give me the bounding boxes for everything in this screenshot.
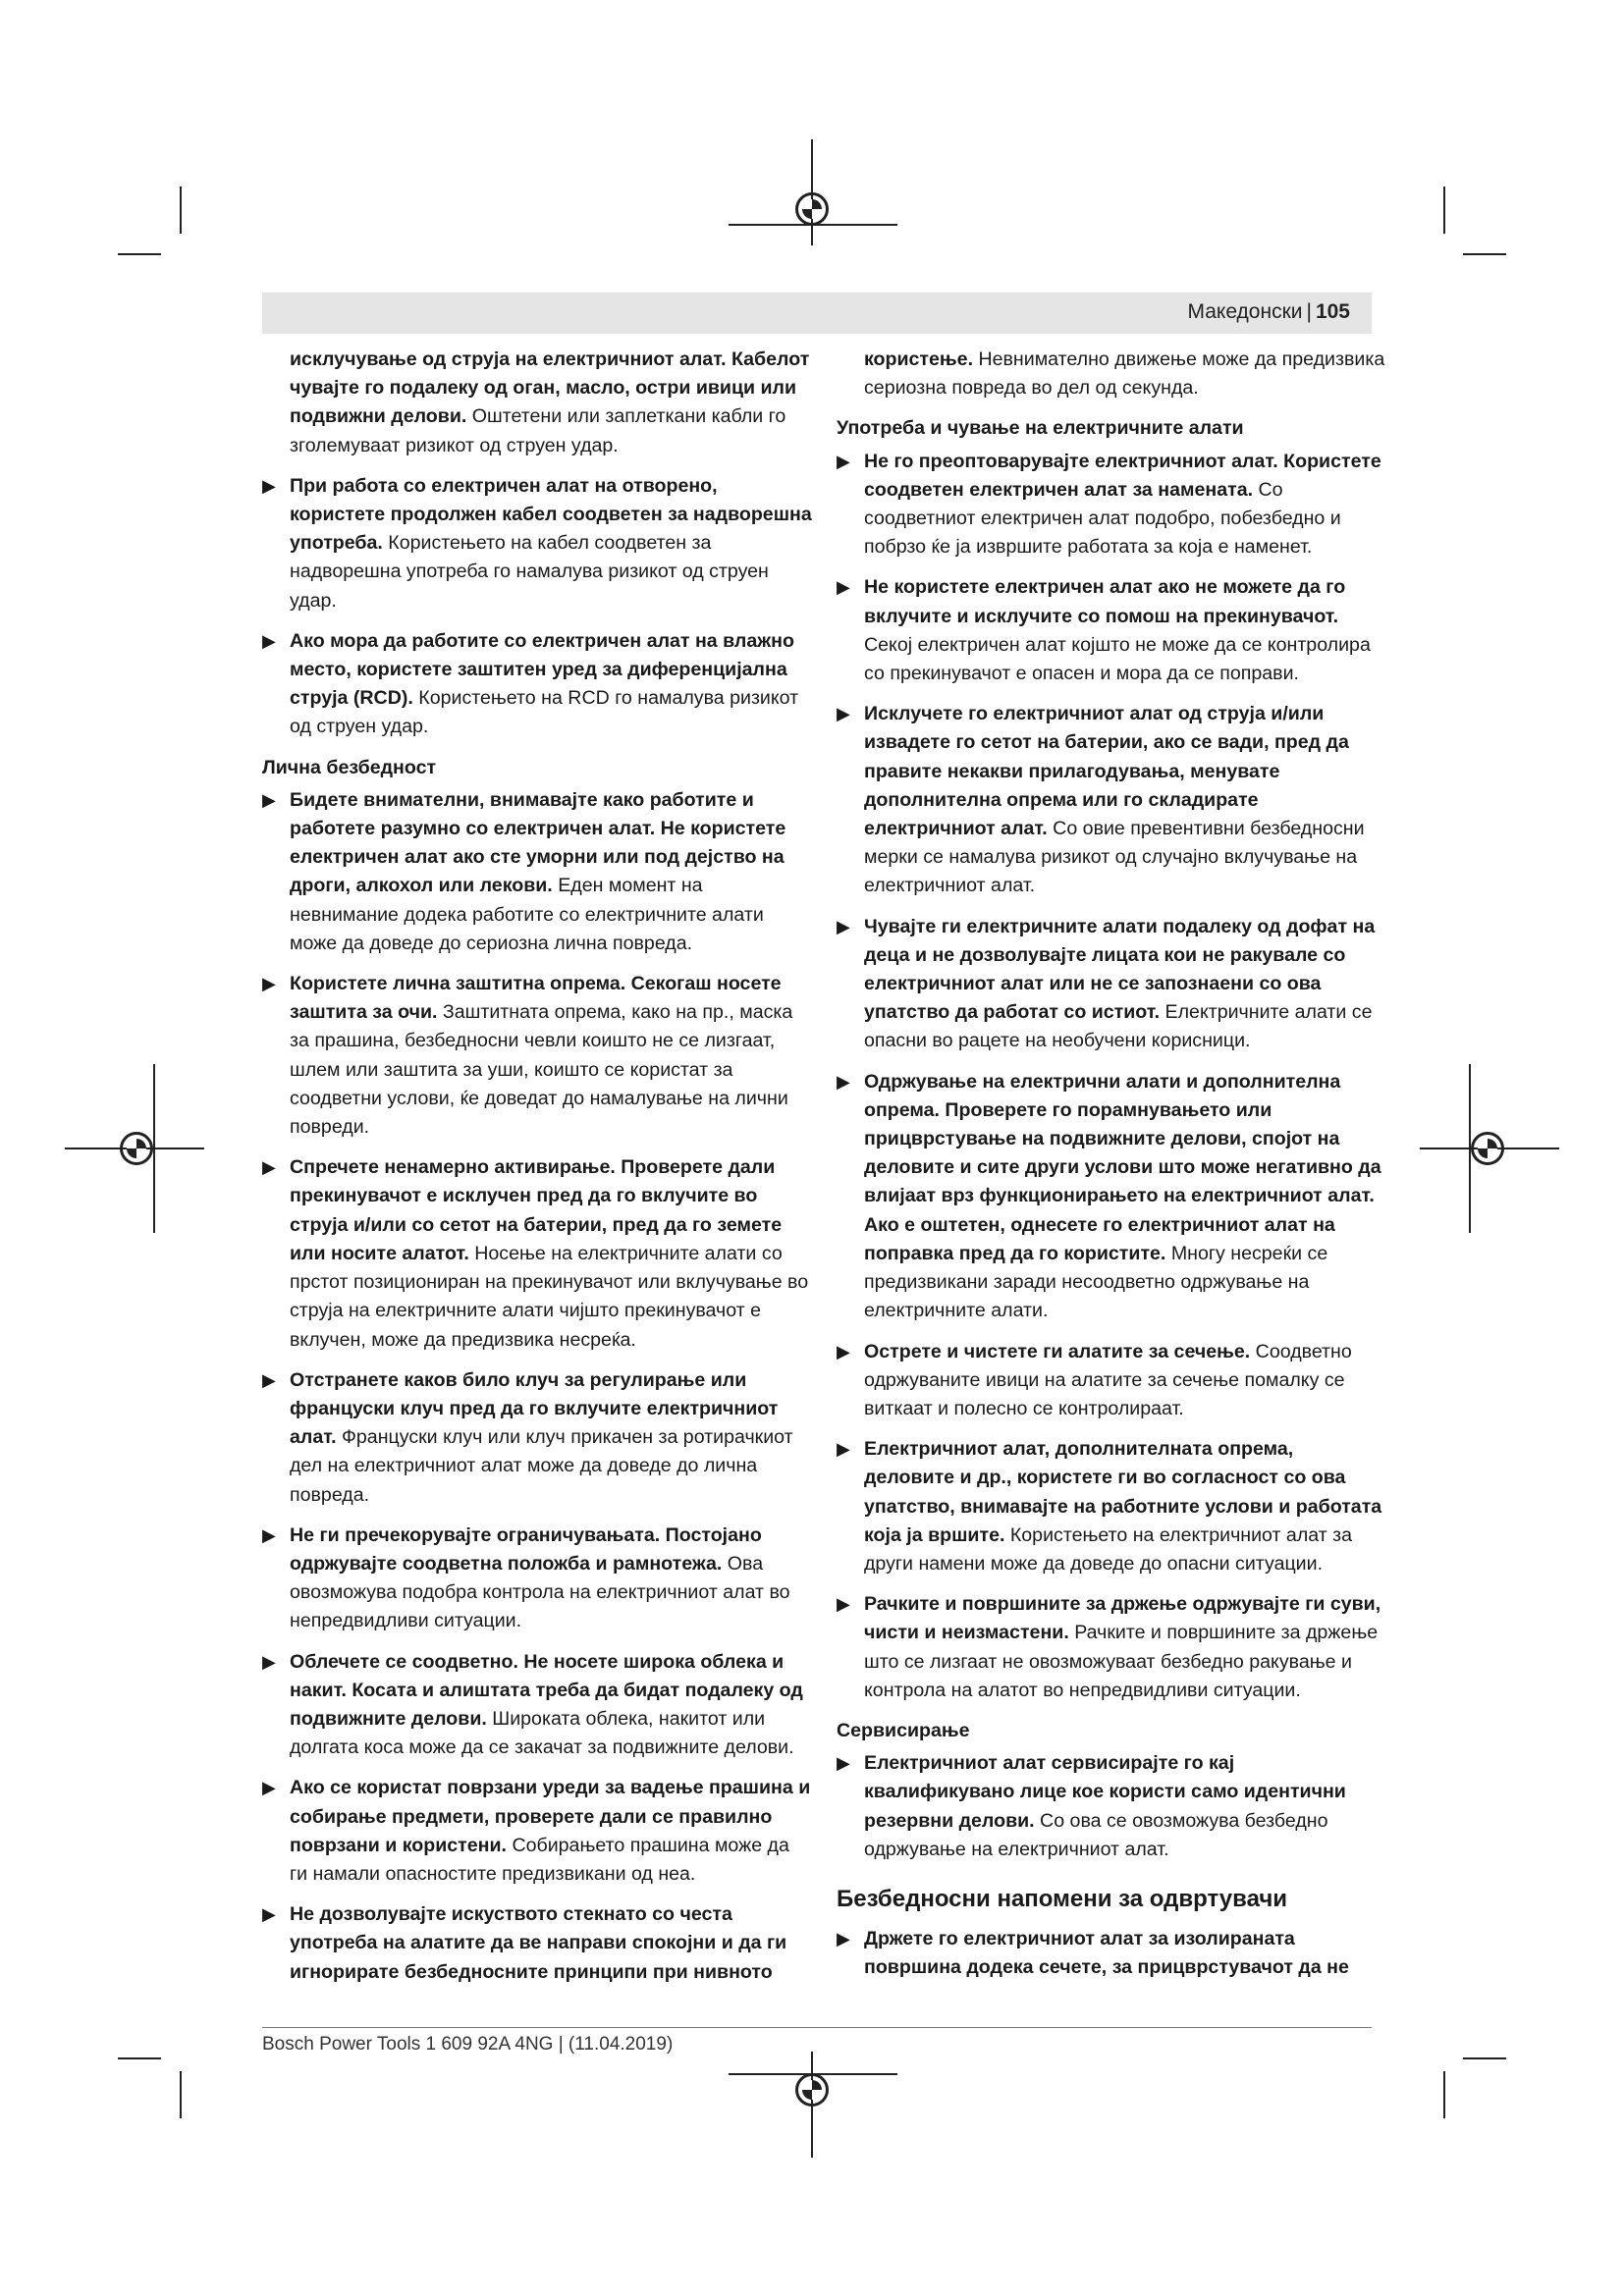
safety-item: ▶ Електричниот алат сервисирајте го кај квалификувано лице кое користи само идентични резервни делови. Со ова се овозможува безбедно одржување на електричниот алат. <box>837 1749 1386 1864</box>
bullet-arrow-icon: ▶ <box>837 1341 850 1362</box>
page-number: 105 <box>1315 300 1350 323</box>
bullet-arrow-icon: ▶ <box>262 1904 276 1925</box>
safety-item: ▶ Спречете ненамерно активирање. Проверете дали прекинувачот е исклучен пред да го вклучите во струја и/или со сетот на батерии, пред да го земете или носите алатот. Носење на електричните алати со прстот позициониран на прекинувачот или вклучување во струја на електричните алати чијшто прекинувачот е вклучен, може да предизвика несреќа. <box>262 1153 812 1354</box>
bullet-arrow-icon: ▶ <box>837 451 850 471</box>
crop-mark-bottom-right-h <box>1463 2057 1506 2059</box>
registration-mark-right-icon <box>1471 1132 1504 1165</box>
bullet-arrow-icon: ▶ <box>837 1753 850 1774</box>
safety-item: ▶ Исклучете го електричниот алат од струја и/или извадете го сетот на батерии, ако се вади, пред да правите некакви прилагодувања, менувате дополнителна опрема или го складирате електричниот алат. Со овие превентивни безбедносни мерки се намалува ризикот од случајно вклучување на електричниот алат. <box>837 700 1386 900</box>
bullet-arrow-icon: ▶ <box>262 630 276 651</box>
bullet-arrow-icon: ▶ <box>837 577 850 598</box>
section-heading-personal-safety: Лична безбедност <box>262 756 437 778</box>
safety-item: ▶ Електричниот алат, дополнителната опрема, деловите и др., користете ги во согласност со ова упатство, внимавајте на работните услови и работата која ја вршите. Користењето на електричниот алат за други намени може да доведе до опасни ситуации. <box>837 1435 1386 1578</box>
safety-item: ▶ Облечете се соодветно. Не носете широка облека и накит. Косата и алиштата треба да бидат подалеку од подвижните делови. Широката облека, накитот или долгата коса може да се закачат за подвижните делови. <box>262 1648 812 1763</box>
safety-item: ▶ Отстранете каков било клуч за регулирање или француски клуч пред да го вклучите електричниот алат. Француски клуч или клуч прикачен за ротирачкиот дел на електричниот алат може да доведе до лична повреда. <box>262 1366 812 1510</box>
bullet-arrow-icon: ▶ <box>262 1157 276 1178</box>
bullet-arrow-icon: ▶ <box>837 916 850 936</box>
section-heading-service: Сервисирање <box>837 1719 970 1741</box>
bullet-arrow-icon: ▶ <box>837 1439 850 1460</box>
bullet-arrow-icon: ▶ <box>837 1594 850 1615</box>
section-heading-screwdriver-safety: Безбедносни напомени за одвртувачи <box>837 1885 1288 1912</box>
header-separator: | <box>1306 300 1312 323</box>
safety-item: ▶ При работа со електричен алат на отворено, користете продолжен кабел соодветен за надворешна употреба. Користењето на кабел соодветен за надворешна употреба го намалува ризикот од струен удар. <box>262 472 812 615</box>
safety-item: ▶ Не користете електричен алат ако не можете да го вклучите и исклучите со помош на прекинувачот. Секој електричен алат којшто не може да се контролира со прекинувачот е опасен и мора да се поправи. <box>837 573 1386 688</box>
safety-item: ▶ Ако се користат поврзани уреди за вадење прашина и собирање предмети, проверете дали се правилно поврзани и користени. Собирањето прашина може да ги намали опасностите предизвикани од неа. <box>262 1774 812 1889</box>
crop-mark-top-left-h <box>118 253 161 255</box>
safety-item: ▶ Бидете внимателни, внимавајте како работите и работете разумно со електричен алат. Не користете електричен алат ако сте уморни или под дејство на дроги, алкохол или лекови. Еден момент на невнимание додека работите со електричните алати може да доведе до сериозна лична повреда. <box>262 786 812 958</box>
section-heading-tool-use: Употреба и чување на електричните алати <box>837 417 1244 440</box>
safety-item: ▶ Не ги пречекорувајте ограничувањата. Постојано одржувајте соодветна положба и рамнотежа. Ова овозможува подобра контрола на електричниот алат во непредвидливи ситуации. <box>262 1522 812 1636</box>
footer-divider <box>262 2027 1372 2028</box>
safety-item: ▶ Држете го електричниот алат за изолираната површина додека сечете, за прицврстувачот да не <box>837 1925 1386 1982</box>
bullet-arrow-icon: ▶ <box>262 974 276 994</box>
safety-item: ▶ Ако мора да работите со електричен алат на влажно место, користете заштитен уред за диференцијална струја (RCD). Користењето на RCD го намалува ризикот од струен удар. <box>262 627 812 742</box>
registration-mark-bottom-icon <box>795 2073 829 2107</box>
page-footer: Bosch Power Tools 1 609 92A 4NG | (11.04.2019) <box>262 2034 674 2055</box>
reg-mark-left-line-v <box>153 1064 155 1233</box>
header-text <box>1187 300 1350 324</box>
bullet-arrow-icon: ▶ <box>262 1778 276 1798</box>
safety-item: ▶ Не дозволувајте искуството стекнато со честа употреба на алатите да ве направи спокојни и да ги игнорирате безбедносните принципи при нивното <box>262 1900 812 1987</box>
bullet-arrow-icon: ▶ <box>837 1071 850 1092</box>
bullet-arrow-icon: ▶ <box>837 1928 850 1949</box>
bullet-arrow-icon: ▶ <box>262 789 276 810</box>
safety-item: ▶ Острете и чистете ги алатите за сечење. Соодветно одржуваните ивици на алатите за сечење помалку се виткаат и полесно се контролираат. <box>837 1338 1386 1424</box>
crop-mark-bottom-left-v <box>180 2071 182 2118</box>
continued-paragraph: користење. Невнимателно движење може да предизвика сериозна повреда во дел од секунда. <box>864 348 1385 400</box>
page-header <box>262 293 1372 334</box>
crop-mark-bottom-left-h <box>118 2057 161 2059</box>
bullet-arrow-icon: ▶ <box>262 475 276 496</box>
bullet-arrow-icon: ▶ <box>262 1651 276 1672</box>
crop-mark-bottom-right-v <box>1443 2071 1445 2118</box>
registration-mark-left-icon <box>120 1132 153 1165</box>
safety-item: ▶ Рачките и површините за држење одржувајте ги суви, чисти и неизмастени. Рачките и површините за држење што се лизгаат не овозможуваат безбедно ракување и контрола на алатот во непредвидливи ситуации. <box>837 1590 1386 1705</box>
safety-item: ▶ Користете лична заштитна опрема. Секогаш носете заштита за очи. Заштитната опрема, како на пр., маска за прашина, безбедносни чевли коишто не се лизгаат, шлем или заштита за уши, коишто се користат за соодветни услови, ќе доведат до намалување на лични повреди. <box>262 970 812 1142</box>
bullet-arrow-icon: ▶ <box>837 704 850 724</box>
left-column <box>262 346 812 1999</box>
bullet-arrow-icon: ▶ <box>262 1369 276 1390</box>
continued-paragraph: исклучување од струја на електричниот алат. Кабелот чувајте го подалеку од оган, масло, остри ивици или подвижни делови. Оштетени или заплеткани кабли го зголемуваат ризикот од струен удар. <box>290 348 810 456</box>
crop-mark-top-right-v <box>1443 187 1445 234</box>
crop-mark-top-left-v <box>180 187 182 234</box>
header-language: Македонски <box>1187 300 1303 323</box>
safety-item: ▶ Не го преоптоварувајте електричниот алат. Користете соодветен електричен алат за намената. Со соодветниот електричен алат подобро, побезбедно и побрзо ќе ја извршите работата за која е наменет. <box>837 448 1386 562</box>
crop-mark-top-right-h <box>1463 253 1506 255</box>
bullet-arrow-icon: ▶ <box>262 1524 276 1545</box>
safety-item: ▶ Чувајте ги електричните алати подалеку од дофат на деца и не дозволувајте лицата кои не ракувале со електричниот алат или не се запознаени со ова упатство да работат со истиот. Електричните алати се опасни во рацете на необучени корисници. <box>837 913 1386 1056</box>
right-column <box>837 346 1386 1994</box>
registration-mark-top-icon <box>795 192 829 226</box>
safety-item: ▶ Одржување на електрични алати и дополнителна опрема. Проверете го порамнувањето или прицврстување на подвижните делови, спојот на деловите и сите други услови што може негативно да влијаат врз функционирањето на електричниот алат. Ако е оштетен, однесете го електричниот алат на поправка пред да го користите. Многу несреќи се предизвикани заради несоодветно одржување на електричните алати. <box>837 1068 1386 1326</box>
